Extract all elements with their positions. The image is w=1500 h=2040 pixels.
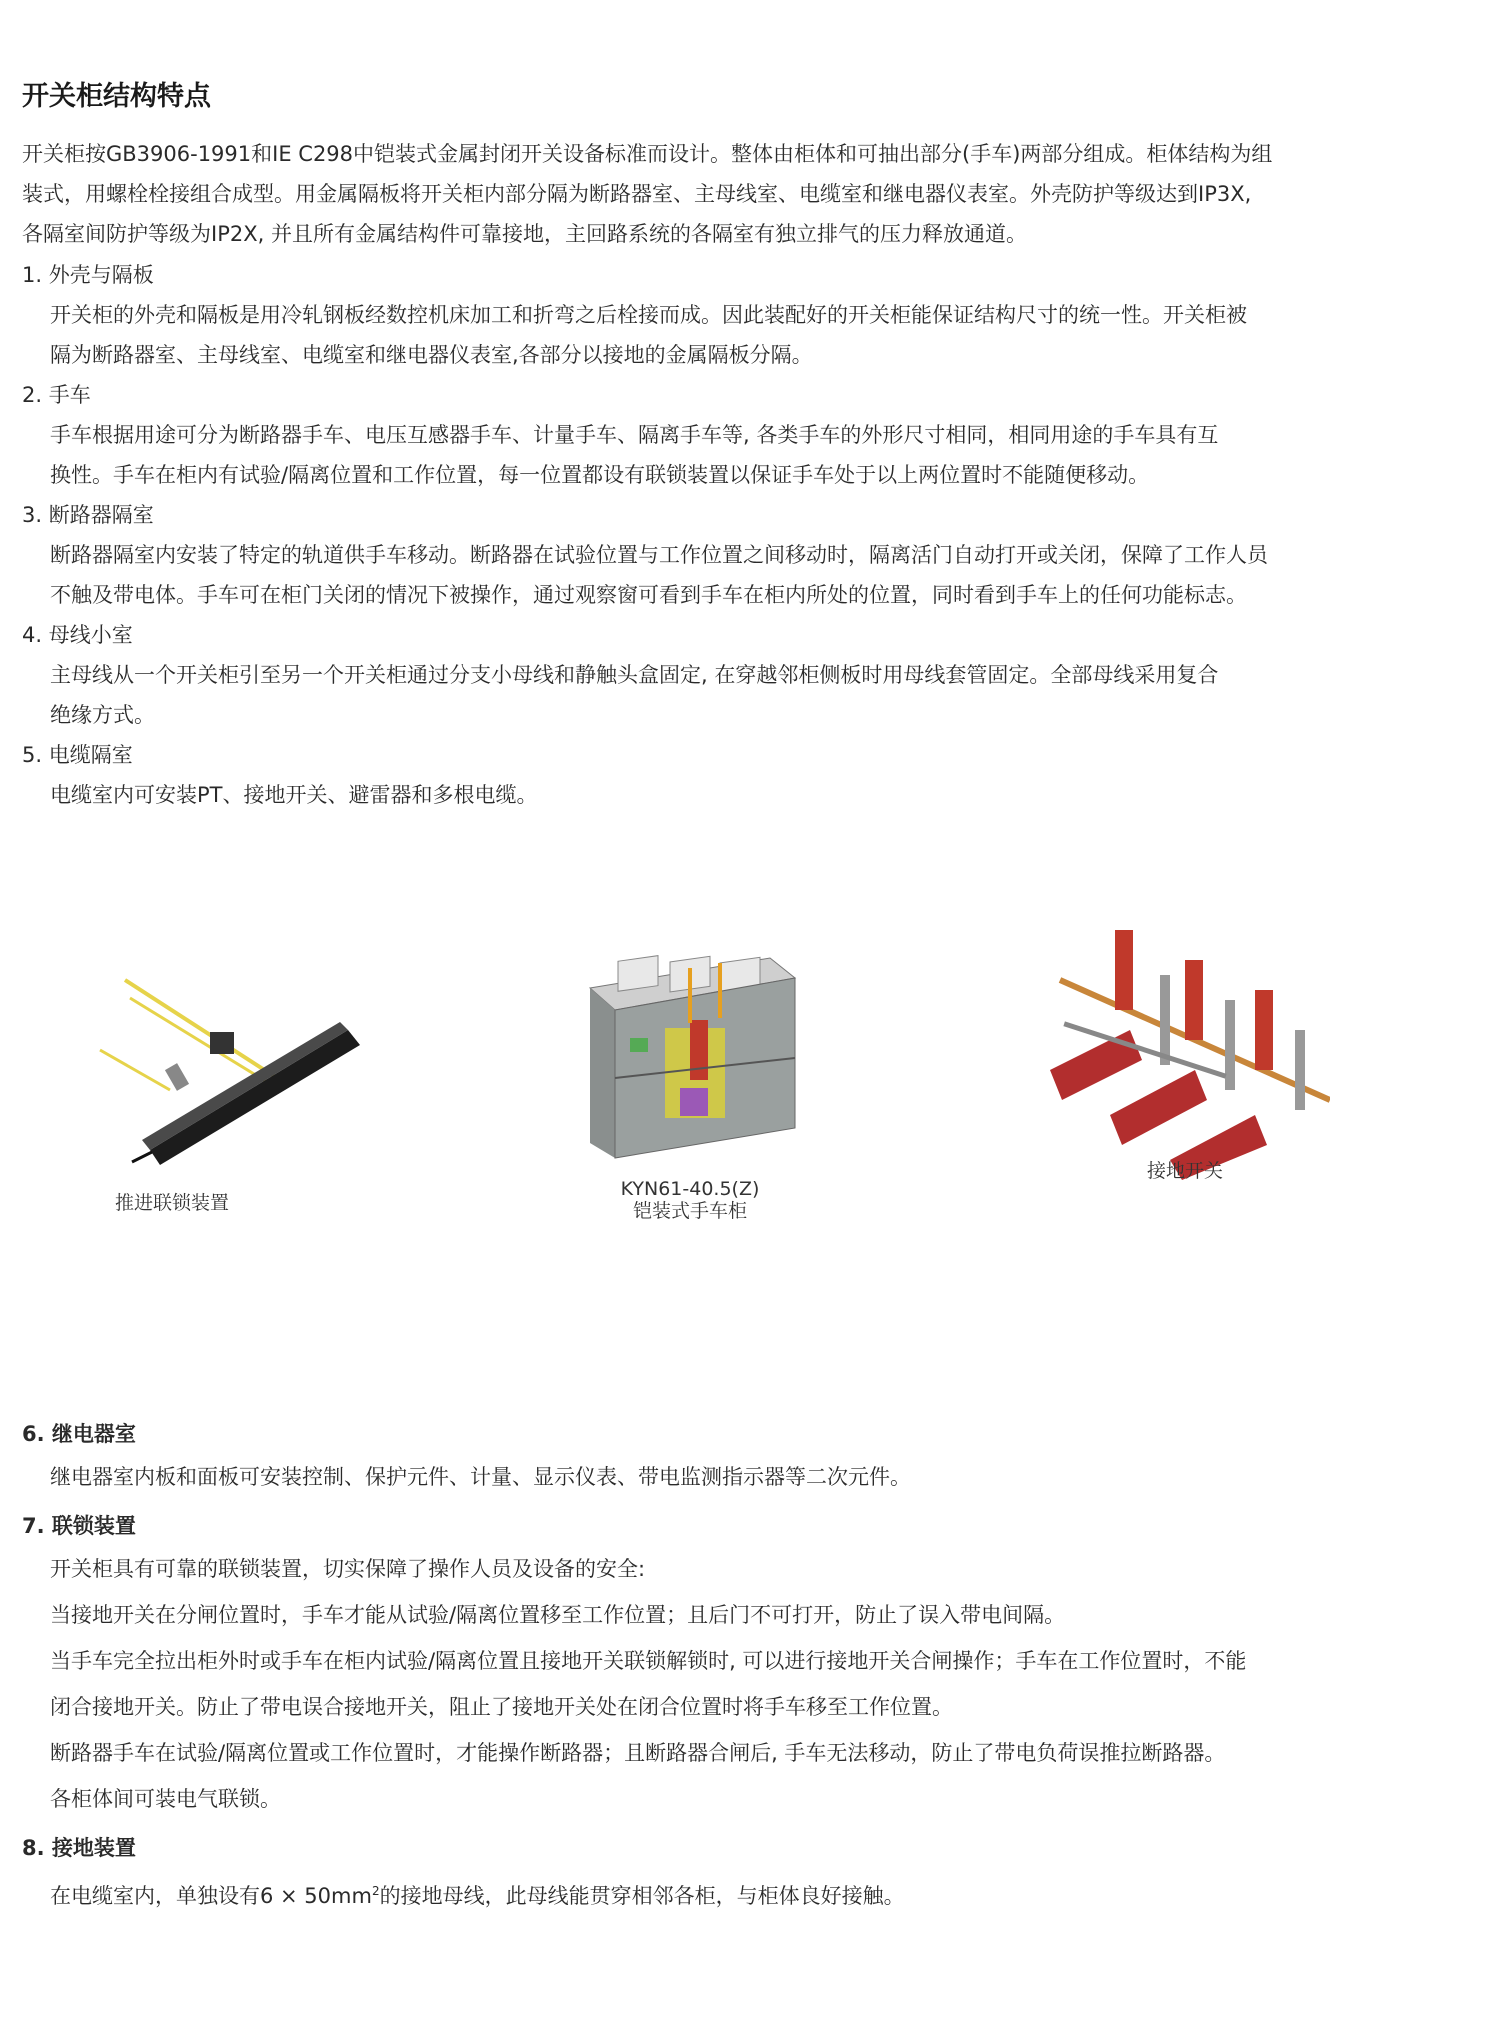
figure-earthing-switch <box>1030 920 1330 1182</box>
section-line: 断路器隔室内安装了特定的轨道供手车移动。断路器在试验位置与工作位置之间移动时，隔离活门自动打开或关闭，保障了工作人员 <box>50 543 1268 567</box>
line-part: 的接地母线，此母线能贯穿相邻各柜，与柜体良好接触。 <box>379 1884 905 1908</box>
section-line: 开关柜具有可靠的联锁装置，切实保障了操作人员及设备的安全: <box>50 1557 646 1581</box>
intro-line: 开关柜按GB3906-1991和IE C298中铠装式金属封闭开关设备标准而设计。整体由柜体和可抽出部分(手车)两部分组成。柜体结构为组 <box>22 142 1273 166</box>
section-line: 手车根据用途可分为断路器手车、电压互感器手车、计量手车、隔离手车等, 各类手车的外形尺寸相同，相同用途的手车具有互 <box>50 423 1219 447</box>
figure-caption: 接地开关 <box>1146 1160 1223 1182</box>
earthing-switch-illustration <box>1030 920 1330 1180</box>
page-title: 开关柜结构特点 <box>22 81 211 112</box>
section-breaker-compartment <box>22 495 1462 615</box>
intro-paragraph <box>22 134 1462 254</box>
figure-row <box>0 900 1500 1300</box>
section-heading: 1. 外壳与隔板 <box>22 263 154 287</box>
figure-caption: KYN61-40.5(Z) <box>620 1178 760 1200</box>
section-line: 当手车完全拉出柜外时或手车在柜内试验/隔离位置且接地开关联锁解锁时, 可以进行接地开关合闸操作；手车在工作位置时，不能 <box>50 1649 1247 1673</box>
switchgear-cabinet-illustration <box>570 928 810 1178</box>
sections-part-two <box>22 1408 1462 1919</box>
section-heading: 8. 接地装置 <box>22 1836 136 1860</box>
section-line: 继电器室内板和面板可安装控制、保护元件、计量、显示仪表、带电监测指示器等二次元件。 <box>50 1465 911 1489</box>
section-line: 换性。手车在柜内有试验/隔离位置和工作位置，每一位置都设有联锁装置以保证手车处于以上两位置时不能随便移动。 <box>50 463 1150 487</box>
figure-switchgear-cabinet <box>570 928 810 1222</box>
section-heading: 5. 电缆隔室 <box>22 743 133 767</box>
section-busbar-compartment <box>22 615 1462 735</box>
intro-line: 装式，用螺栓栓接组合成型。用金属隔板将开关柜内部分隔为断路器室、主母线室、电缆室和继电器仪表室。外壳防护等级达到IP3X, <box>22 182 1252 206</box>
section-line: 各柜体间可装电气联锁。 <box>50 1787 281 1811</box>
figure-caption: 推进联锁装置 <box>115 1192 230 1214</box>
sections-part-one <box>22 255 1462 815</box>
interlock-device-illustration <box>70 940 360 1180</box>
section-line: 断路器手车在试验/隔离位置或工作位置时，才能操作断路器；且断路器合闸后, 手车无法移动，防止了带电负荷误推拉断路器。 <box>50 1741 1226 1765</box>
section-line: 绝缘方式。 <box>50 703 155 727</box>
section-line <box>50 1868 1462 1919</box>
intro-line: 各隔室间防护等级为IP2X, 并且所有金属结构件可靠接地，主回路系统的各隔室有独立排气的压力释放通道。 <box>22 222 1027 246</box>
section-heading: 3. 断路器隔室 <box>22 503 154 527</box>
figure-caption-sub: 铠装式手车柜 <box>632 1200 747 1222</box>
section-heading: 2. 手车 <box>22 383 91 407</box>
section-line: 电缆室内可安装PT、接地开关、避雷器和多根电缆。 <box>50 783 538 807</box>
figure-interlock-device <box>70 940 360 1214</box>
section-line: 主母线从一个开关柜引至另一个开关柜通过分支小母线和静触头盒固定, 在穿越邻柜侧板时用母线套管固定。全部母线采用复合 <box>50 663 1219 687</box>
section-line: 闭合接地开关。防止了带电误合接地开关，阻止了接地开关处在闭合位置时将手车移至工作位置。 <box>50 1695 953 1719</box>
superscript: 2 <box>371 1884 380 1898</box>
section-relay-compartment <box>22 1414 1462 1500</box>
section-heading: 7. 联锁装置 <box>22 1514 136 1538</box>
section-earthing-device <box>22 1828 1462 1919</box>
section-line: 不触及带电体。手车可在柜门关闭的情况下被操作，通过观察窗可看到手车在柜内所处的位置，同时看到手车上的任何功能标志。 <box>50 583 1247 607</box>
section-line: 开关柜的外壳和隔板是用冷轧钢板经数控机床加工和折弯之后栓接而成。因此装配好的开关柜能保证结构尺寸的统一性。开关柜被 <box>50 303 1247 327</box>
section-cable-compartment <box>22 735 1462 815</box>
section-truck <box>22 375 1462 495</box>
section-heading: 4. 母线小室 <box>22 623 133 647</box>
line-part: 在电缆室内，单独设有6 × 50mm <box>50 1884 372 1908</box>
section-line: 当接地开关在分闸位置时，手车才能从试验/隔离位置移至工作位置；且后门不可打开，防止了误入带电间隔。 <box>50 1603 1066 1627</box>
section-line: 隔为断路器室、主母线室、电缆室和继电器仪表室,各部分以接地的金属隔板分隔。 <box>50 343 813 367</box>
section-heading: 6. 继电器室 <box>22 1422 136 1446</box>
section-interlock <box>22 1506 1462 1822</box>
section-shell-and-partition <box>22 255 1462 375</box>
